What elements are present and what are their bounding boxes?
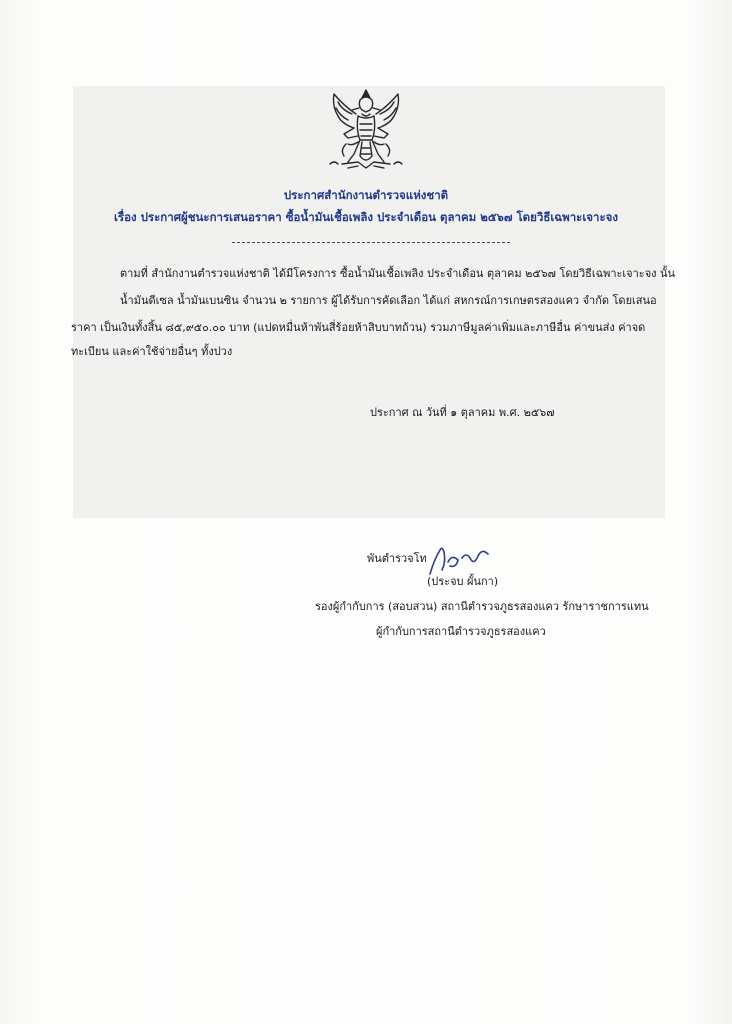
signer-position-1: รองผู้กำกับการ (สอบสวน) สถานีตำรวจภูธรสองแคว รักษาราชการแทน <box>315 600 649 613</box>
signer-rank: พันตำรวจโท <box>367 552 427 565</box>
notice-subject: เรื่อง ประกาศผู้ชนะการเสนอราคา ซื้อน้ำมันเชื้อเพลิง ประจำเดือน ตุลาคม ๒๕๖๗ โดยวิธีเฉพาะเจาะจง <box>114 210 618 224</box>
body-line-2: น้ำมันดีเซล น้ำมันเบนซิน จำนวน ๒ รายการ ผู้ได้รับการคัดเลือก ได้แก่ สหกรณ์การเกษตรสองแคว จำกัด โดยเสนอ <box>120 294 657 307</box>
notice-header: ประกาศสำนักงานตำรวจแห่งชาติ <box>283 188 449 202</box>
date-line: ประกาศ ณ วันที่ ๑ ตุลาคม พ.ศ. ๒๕๖๗ <box>370 406 555 419</box>
body-line-1: ตามที่ สำนักงานตำรวจแห่งชาติ ได้มีโครงการ ซื้อน้ำมันเชื้อเพลิง ประจำเดือน ตุลาคม ๒๕๖๗ โดยวิธีเฉพาะเจาะจง นั้น <box>120 267 676 280</box>
signer-name: (ประจบ ผั้นกา) <box>427 575 499 588</box>
handwritten-signature <box>422 540 502 580</box>
separator-line <box>232 242 510 243</box>
body-line-4: ทะเบียน และค่าใช้จ่ายอื่นๆ ทั้งปวง <box>71 345 233 358</box>
body-line-3: ราคา เป็นเงินทั้งสิ้น ๘๕,๙๕๐.๐๐ บาท (แปดหมื่นห้าพันสี่ร้อยห้าสิบบาทถ้วน) รวมภาษีมูลค่าเพิ่มและภาษีอื่น ค่าขนส่ง ค่าจด <box>71 321 646 334</box>
signer-position-2: ผู้กำกับการสถานีตำรวจภูธรสองแคว <box>376 625 546 638</box>
garuda-emblem-icon <box>318 84 414 180</box>
